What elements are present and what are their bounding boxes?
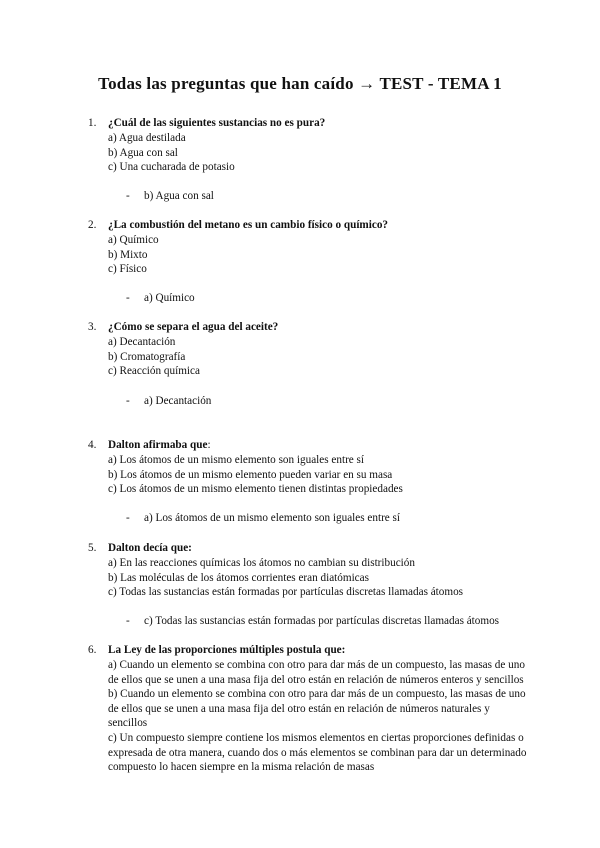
option-c: c) Los átomos de un mismo elemento tienen distintas propiedades	[108, 483, 403, 496]
answer-4: - a) Los átomos de un mismo elemento son iguales entre sí	[126, 512, 401, 524]
question-1	[88, 116, 528, 175]
option-c: c) Todas las sustancias están formadas por partículas discretas llamadas átomos	[108, 586, 464, 599]
option-b: b) Los átomos de un mismo elemento pueden variar en su masa	[108, 468, 393, 481]
option-b: b) Cromatografía	[108, 350, 186, 363]
answer-text: b) Agua con sal	[144, 190, 214, 202]
option-c: c) Reacción química	[108, 365, 200, 378]
option-a: a) Químico	[108, 234, 159, 246]
answer-text: c) Todas las sustancias están formadas por partículas discretas llamadas átomos	[144, 615, 500, 627]
option-c: c) Físico	[108, 263, 147, 276]
option-b: b) Cuando un elemento se combina con otro para dar más de un compuesto, las masas de uno de ellos que se unen a una masa fija del otro están en relación de números naturales y sencillos	[108, 688, 526, 730]
question-text: ¿La combustión del metano es un cambio físico o químico?	[108, 219, 389, 231]
answer-5: - c) Todas las sustancias están formadas por partículas discretas llamadas átomos	[126, 615, 500, 627]
question-3	[88, 320, 528, 379]
question-number: 4.	[88, 439, 97, 451]
option-b: b) Agua con sal	[108, 146, 178, 159]
question-number: 6.	[88, 644, 97, 656]
option-a: a) Decantación	[108, 336, 176, 348]
question-4	[88, 438, 528, 497]
question-text: ¿Cómo se separa el agua del aceite?	[108, 321, 279, 333]
option-a: a) Los átomos de un mismo elemento son iguales entre sí	[108, 454, 365, 466]
answer-3: - a) Decantación	[126, 395, 212, 407]
answer-2: - a) Químico	[126, 292, 195, 304]
option-a: a) Cuando un elemento se combina con otro para dar más de un compuesto, las masas de uno de ellos que se unen a una masa fija del otro están en relación de números enteros y sencillos	[108, 659, 525, 686]
answer-1: - b) Agua con sal	[126, 190, 214, 202]
question-6	[88, 643, 528, 775]
answer-text: a) Químico	[144, 292, 195, 304]
answer-text: a) Los átomos de un mismo elemento son iguales entre sí	[144, 512, 401, 524]
question-text: Dalton decía que:	[108, 542, 192, 554]
option-a: a) Agua destilada	[108, 132, 186, 144]
question-text: La Ley de las proporciones múltiples postula que:	[108, 644, 346, 656]
question-number: 5.	[88, 542, 97, 554]
question-text-colon: :	[207, 439, 211, 451]
option-b: b) Mixto	[108, 248, 148, 261]
question-2	[88, 218, 528, 277]
option-c: c) Una cucharada de potasio	[108, 161, 235, 174]
document-title: Todas las preguntas que han caído → TEST - TEMA 1	[98, 74, 502, 93]
answer-text: a) Decantación	[144, 395, 212, 407]
question-number: 1.	[88, 117, 97, 129]
option-b: b) Las moléculas de los átomos corrientes eran diatómicas	[108, 571, 369, 584]
question-number: 3.	[88, 321, 97, 333]
option-a: a) En las reacciones químicas los átomos no cambian su distribución	[108, 557, 415, 569]
question-number: 2.	[88, 219, 97, 231]
question-text: ¿Cuál de las siguientes sustancias no es pura?	[108, 117, 326, 129]
question-text: Dalton afirmaba que	[108, 439, 208, 451]
option-c: c) Un compuesto siempre contiene los mismos elementos en ciertas proporciones definidas o expresada de otra manera, cuando dos o más elementos se combinan para dar un determinado compuesto lo hacen siempre en la misma relación de masas	[108, 731, 527, 774]
question-5	[88, 541, 528, 600]
